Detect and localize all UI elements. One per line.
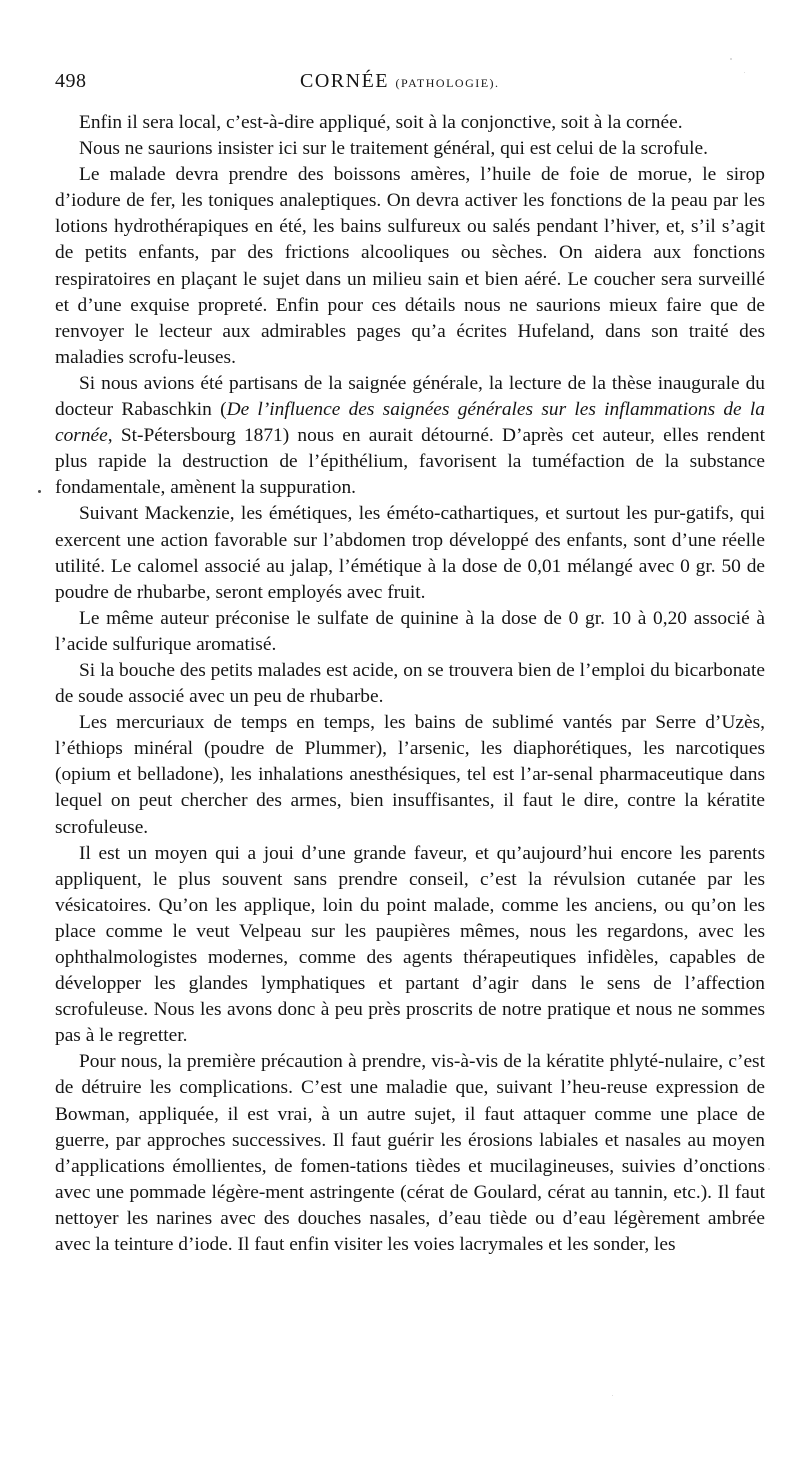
running-head-subtitle: (PATHOLOGIE).	[395, 76, 500, 90]
italic-citation: De l’influence des saignées générales sur les inflammations de la cornée	[55, 399, 765, 447]
paragraph-text: , St-Pétersbourg 1871) nous en aurait détourné. D’après cet auteur, elles rendent plus rapide la destruction de l’épithélium, favorisent la tuméfaction de la substance fondamentale, amènent la suppuration.	[55, 425, 765, 499]
scan-speckle	[38, 490, 41, 493]
page-number: 498	[55, 70, 87, 92]
body-text	[55, 110, 765, 1258]
paragraph: Les mercuriaux de temps en temps, les bains de sublimé vantés par Serre d’Uzès, l’éthiops minéral (poudre de Plummer), l’arsenic, les diaphorétiques, les narcotiques (opium et belladone), les inhalations anesthésiques, tel est l’ar-senal pharmaceutique dans lequel on peut chercher des armes, bien insuffisantes, il faut le dire, contre la kératite scrofuleuse.	[55, 712, 765, 838]
paragraph: Nous ne saurions insister ici sur le traitement général, qui est celui de la scrofule.	[79, 138, 708, 160]
page-header	[55, 70, 765, 98]
paragraph: Le malade devra prendre des boissons amères, l’huile de foie de morue, le sirop d’iodure de fer, les toniques analeptiques. On devra activer les fonctions de la peau par les lotions hydrothérapiques en été, les bains sulfureux ou salés pendant l’hiver, et, s’il s’agit de petits enfants, par des frictions alcooliques ou sèches. On aidera aux fonctions respiratoires en plaçant le sujet dans un milieu sain et bien aéré. Le coucher sera surveillé et d’une exquise propreté. Enfin pour ces détails nous ne saurions mieux faire que de renvoyer le lecteur aux admirables pages qu’a écrites Hufeland, dans son traité des maladies scrofu-leuses.	[55, 164, 765, 368]
running-head-title: CORNÉE	[300, 70, 389, 92]
scan-speckle	[768, 1168, 770, 1170]
paragraph	[55, 371, 765, 501]
scan-speckle	[612, 1395, 613, 1396]
paragraph: Pour nous, la première précaution à prendre, vis-à-vis de la kératite phlyté-nulaire, c’est de détruire les complications. C’est une maladie que, suivant l’heu-reuse expression de Bowman, appliquée, il est vrai, à un autre sujet, il faut attaquer comme une place de guerre, par approches successives. Il faut guérir les érosions labiales et nasales au moyen d’applications émollientes, de fomen-tations tièdes et mucilagineuses, suivies d’onctions avec une pommade légère-ment astringente (cérat de Goulard, cérat au tannin, etc.). Il faut nettoyer les narines avec des douches nasales, d’eau tiède ou d’eau légèrement ambrée avec la teinture d’iode. Il faut enfin visiter les voies lacrymales et les sonder, les	[55, 1051, 765, 1256]
paragraph: Il est un moyen qui a joui d’une grande faveur, et qu’aujourd’hui encore les parents appliquent, le plus souvent sans prendre conseil, c’est la révulsion cutanée par les vésicatoires. Qu’on les applique, loin du point malade, comme les anciens, ou qu’on les place comme le veut Velpeau sur les paupières mêmes, nous les regardons, avec les ophthalmologistes modernes, comme des agents thérapeutiques infidèles, capables de développer les glandes lymphatiques et partant d’agir dans le sens de l’affection scrofuleuse. Nous les avons donc à peu près proscrits de notre pratique et nous ne sommes pas à le regretter.	[55, 842, 765, 1047]
paragraph: Suivant Mackenzie, les émétiques, les éméto-cathartiques, et surtout les pur-gatifs, qui exercent une action favorable sur l’abdomen trop développé des enfants, sont d’une réelle utilité. Le calomel associé au jalap, l’émétique à la dose de 0,01 mélangé avec 0 gr. 50 de poudre de rhubarbe, seront employés avec fruit.	[55, 503, 765, 603]
scan-speckle	[730, 58, 732, 60]
paragraph-text: Si nous avions été partisans de la saignée générale, la lecture de la thèse inaugurale du docteur Rabaschkin (	[55, 372, 765, 421]
paragraph: Le même auteur préconise le sulfate de quinine à la dose de 0 gr. 10 à 0,20 associé à l’acide sulfurique aromatisé.	[55, 607, 765, 655]
scan-speckle	[744, 72, 745, 73]
paragraph: Si la bouche des petits malades est acide, on se trouvera bien de l’emploi du bicarbonate de soude associé avec un peu de rhubarbe.	[55, 659, 765, 708]
paragraph: Enfin il sera local, c’est-à-dire appliqué, soit à la conjonctive, soit à la cornée.	[79, 112, 683, 133]
running-head	[300, 70, 500, 93]
